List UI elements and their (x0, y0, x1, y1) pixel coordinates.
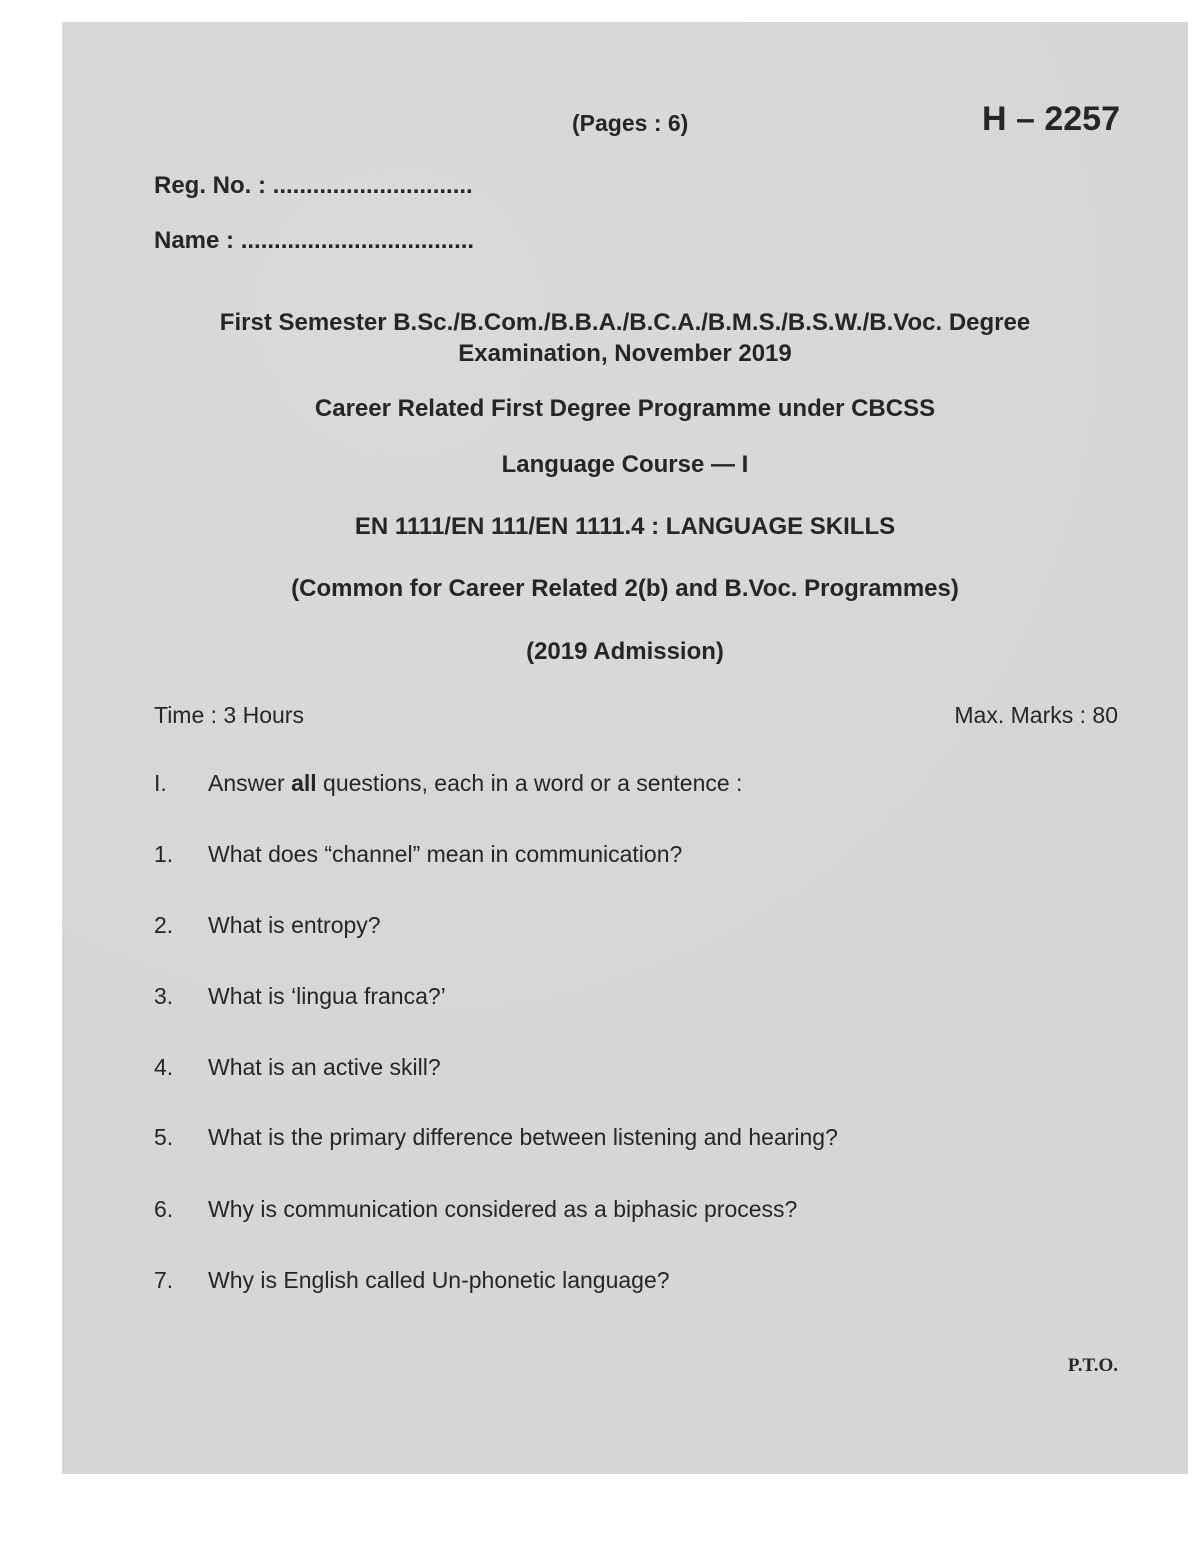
section-number: I. (154, 770, 167, 796)
question-text: What is the primary difference between listening and hearing? (208, 1124, 838, 1150)
question-number: 2. (154, 912, 174, 938)
question-text: Why is communication considered as a biphasic process? (208, 1196, 798, 1222)
programme-heading: Career Related First Degree Programme under CBCSS (314, 395, 936, 422)
question-item (154, 1054, 441, 1081)
question-number: 7. (154, 1267, 174, 1293)
max-marks: Max. Marks : 80 (954, 702, 1118, 728)
question-item (154, 1124, 838, 1151)
exam-title-line2: Examination, November 2019 (458, 340, 792, 367)
instruction-post: questions, each in a word or a sentence : (316, 770, 743, 796)
question-text: What is ‘lingua franca?’ (208, 983, 446, 1009)
question-text: Why is English called Un-phonetic language? (208, 1267, 670, 1293)
common-heading: (Common for Career Related 2(b) and B.Voc. Programmes) (291, 575, 959, 602)
question-item (154, 1196, 797, 1223)
time-allowed: Time : 3 Hours (154, 702, 304, 728)
question-text: What is entropy? (208, 912, 381, 938)
question-number: 1. (154, 841, 174, 867)
question-number: 3. (154, 983, 174, 1009)
question-text: What does “channel” mean in communication? (208, 841, 683, 867)
pto-note: P.T.O. (1067, 1355, 1118, 1376)
exam-title-line1: First Semester B.Sc./B.Com./B.B.A./B.C.A./B.M.S./B.S.W./B.Voc. Degree (219, 309, 1031, 336)
exam-paper-sheet (62, 22, 1188, 1474)
instruction-pre: Answer (208, 770, 292, 796)
question-number: 5. (154, 1124, 174, 1150)
paper-heading: EN 1111/EN 111/EN 1111.4 : LANGUAGE SKILLS (354, 513, 896, 540)
page-count: (Pages : 6) (572, 110, 689, 136)
question-item (154, 912, 381, 939)
question-number: 4. (154, 1054, 174, 1080)
question-item (154, 1267, 670, 1294)
section-instruction (154, 770, 954, 797)
reg-no-field: Reg. No. : .............................. (154, 172, 473, 199)
question-number: 6. (154, 1196, 174, 1222)
question-item (154, 841, 682, 868)
paper-code: H – 2257 (982, 100, 1120, 138)
question-text: What is an active skill? (208, 1054, 441, 1080)
admission-heading: (2019 Admission) (526, 638, 724, 665)
name-field: Name : ................................... (154, 227, 475, 254)
question-item (154, 983, 446, 1010)
exam-title (62, 307, 1188, 369)
instruction-bold: all (291, 770, 317, 796)
course-heading: Language Course — I (501, 451, 749, 478)
